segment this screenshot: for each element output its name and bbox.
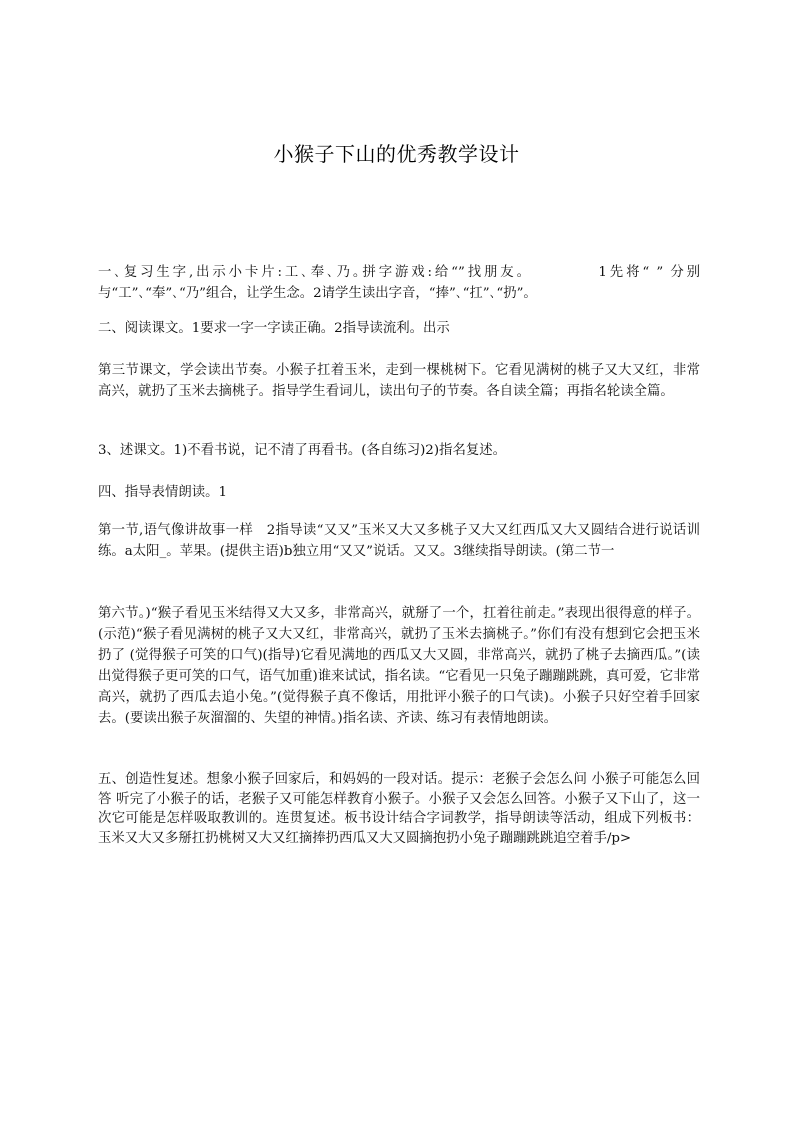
document-title: 小猴子下山的优秀教学设计 <box>273 142 520 166</box>
paragraph-review-characters: 一､复习生字,出示小卡片:工､奉､乃｡拼字游戏:给“”找朋友｡ 1先将“ ” 分别与“工”､“奉”､“乃”组合，让学生念。2请学生读出字音，“捧”､“扛”､“扔”｡ <box>98 265 700 301</box>
paragraph-first-section: 第一节,语气像讲故事一样 2指导读“又又”玉米又大又多桃子又大又红西瓜又大又圆结合进行说话训练。a太阳_。苹果。(提供主语)b独立用“又又”说话。又又。3继续指导朗读。(第二节一 <box>98 523 700 559</box>
paragraph-expressive-reading: 四、指导表情朗读。1 <box>98 485 228 500</box>
paragraph-read-text: 二、阅读课文。1要求一字一字读正确。2指导读流利。出示 <box>98 321 450 336</box>
paragraph-creative-retelling: 五、创造性复述。想象小猴子回家后，和妈妈的一段对话。提示：老猴子会怎么问 小猴子可能怎么回答 听完了小猴子的话，老猴子又可能怎样教育小猴子。小猴子又会怎么回答。小猴子又下山了，这一次它可能是怎样吸取教训的。连贯复述。板书设计结合字词教学，指导朗读等活动，组成下列板书：玉米又大又多掰扛扔桃树又大又红摘捧扔西瓜又大又圆摘抱扔小兔子蹦蹦跳跳追空着手/p> <box>98 772 700 846</box>
paragraph-third-section: 第三节课文，学会读出节奏。小猴子扛着玉米，走到一棵桃树下。它看见满树的桃子又大又红，非常高兴，就扔了玉米去摘桃子。指导学生看词儿，读出句子的节奏。各自读全篇；再指名轮读全篇。 <box>98 363 700 399</box>
paragraph-sixth-section: 第六节。)“猴子看见玉米结得又大又多，非常高兴，就掰了一个，扛着往前走。”表现出很得意的样子。(示范)“猴子看见满树的桃子又大又红，非常高兴，就扔了玉米去摘桃子。”你们有没有想到它会把玉米扔了 (觉得猴子可笑的口气)(指导)它看见满地的西瓜又大又圆，非常高兴，就扔了桃子去摘西瓜。”(读出觉得猴子更可笑的口气，语气加重)谁来试试，指名读。“它看见一只兔子蹦蹦跳跳，真可爱，它非常高兴，就扔了西瓜去追小兔。”(觉得猴子真不像话，用批评小猴子的口气读)。小猴子只好空着手回家去。(要读出猴子灰溜溜的、失望的神情。)指名读、齐读、练习有表情地朗读。 <box>98 606 700 726</box>
paragraph-retell: 3、述课文。1)不看书说，记不清了再看书。(各自练习)2)指名复述。 <box>98 443 507 458</box>
